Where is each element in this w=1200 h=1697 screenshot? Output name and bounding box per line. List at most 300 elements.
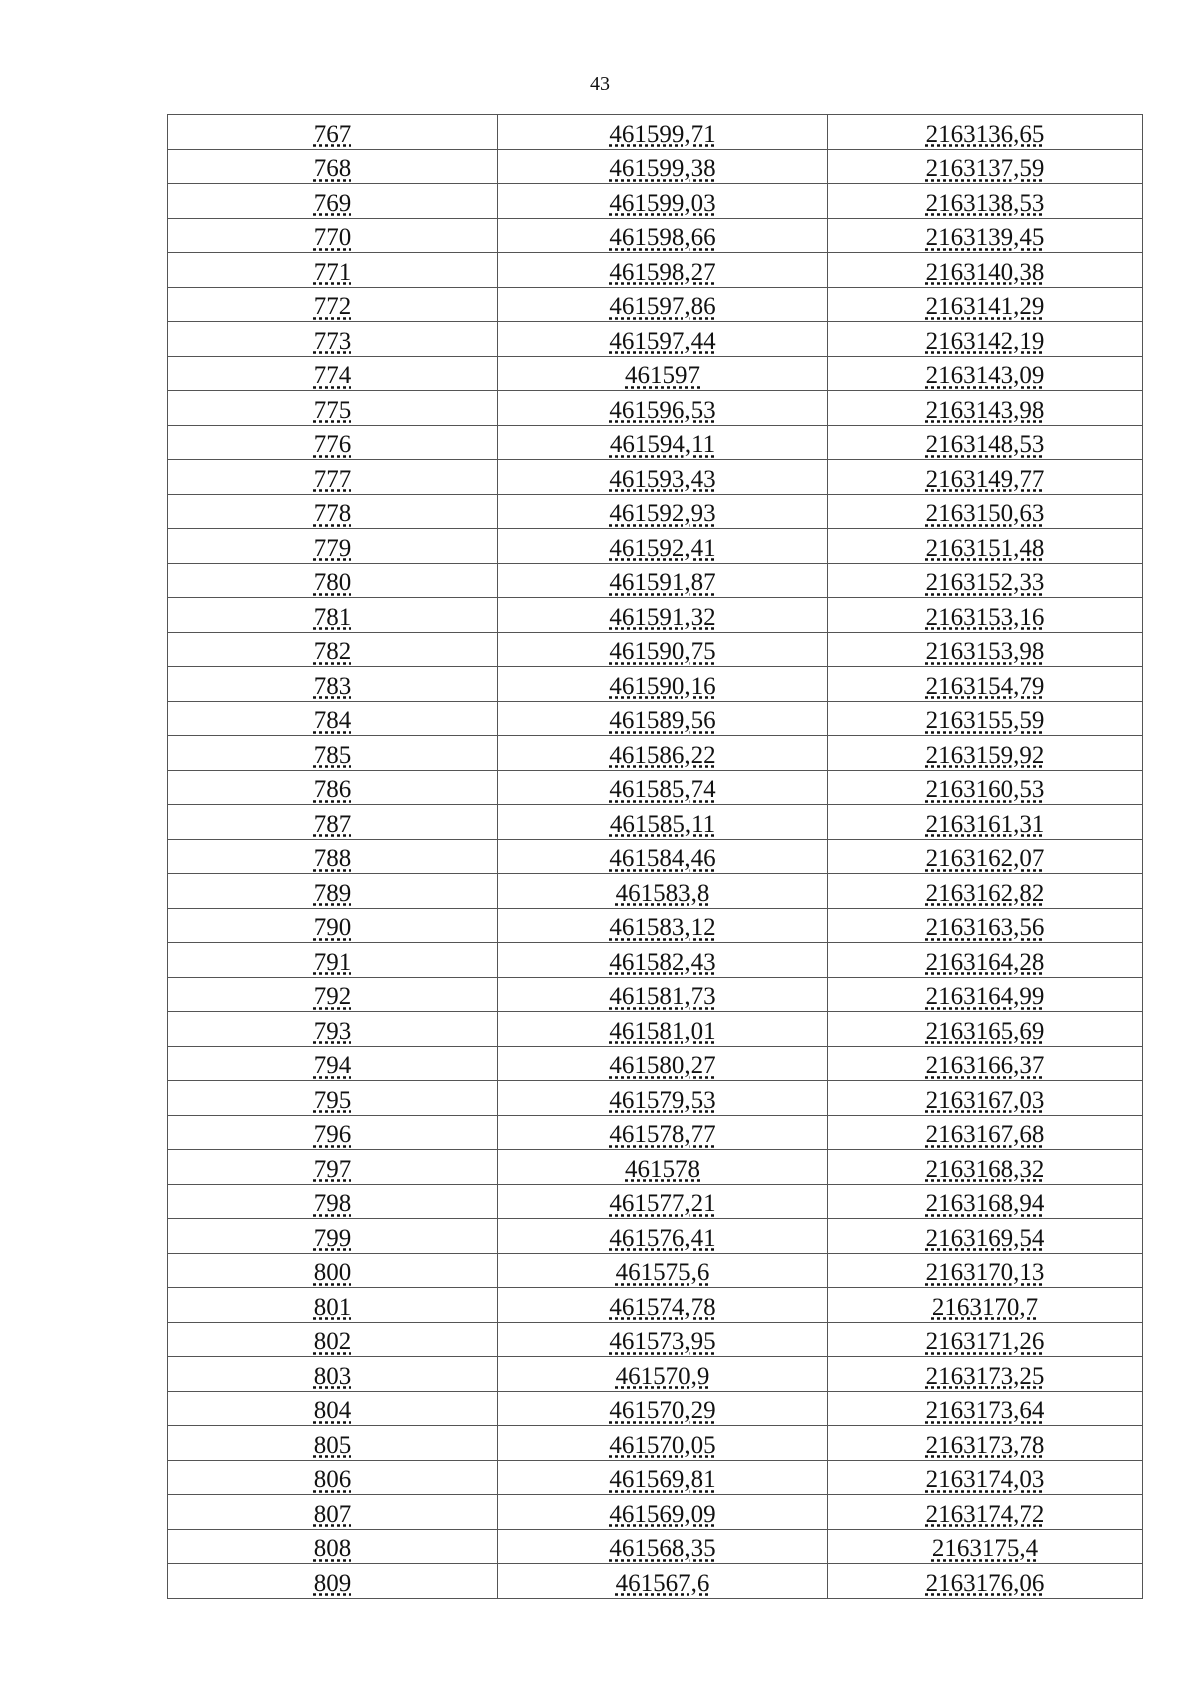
y-coordinate-cell: [828, 1219, 1143, 1254]
y-coordinate-cell: [828, 1357, 1143, 1392]
cell-value: 771: [313, 258, 352, 286]
y-coordinate-cell: [828, 253, 1143, 288]
cell-value: 2163139,45: [925, 224, 1045, 251]
cell-value: 461569,81: [609, 1466, 716, 1493]
x-coordinate-cell: [498, 1460, 828, 1495]
x-coordinate-cell: [498, 632, 828, 667]
x-coordinate-cell: [498, 874, 828, 909]
cell-value: 783: [313, 672, 352, 700]
x-coordinate-cell: [498, 253, 828, 288]
cell-value: 767: [313, 120, 352, 148]
cell-value: 805: [313, 1431, 352, 1459]
cell-value: 797: [313, 1155, 352, 1183]
cell-value: 2163171,26: [925, 1328, 1045, 1355]
table-row: [168, 1046, 1143, 1081]
cell-value: 793: [313, 1017, 352, 1045]
cell-value: 2163168,94: [925, 1190, 1045, 1217]
x-coordinate-cell: [498, 218, 828, 253]
x-coordinate-cell: [498, 1288, 828, 1323]
x-coordinate-cell: [498, 943, 828, 978]
cell-value: 461599,03: [609, 189, 716, 217]
cell-value: 768: [313, 155, 352, 182]
cell-value: 784: [313, 707, 352, 734]
cell-value: 2163137,59: [925, 155, 1045, 182]
cell-value: 2163167,68: [925, 1121, 1045, 1148]
x-coordinate-cell: [498, 1081, 828, 1116]
x-coordinate-cell: [498, 494, 828, 529]
point-number-cell: [168, 1564, 498, 1599]
x-coordinate-cell: [498, 322, 828, 357]
cell-value: 2163143,98: [925, 396, 1045, 424]
cell-value: 792: [313, 983, 352, 1010]
cell-value: 807: [313, 1500, 352, 1528]
x-coordinate-cell: [498, 1564, 828, 1599]
cell-value: 2163173,25: [925, 1362, 1045, 1390]
y-coordinate-cell: [828, 1322, 1143, 1357]
cell-value: 461569,09: [609, 1500, 716, 1528]
point-number-cell: [168, 149, 498, 184]
cell-value: 2163167,03: [925, 1086, 1045, 1114]
cell-value: 2163159,92: [925, 741, 1045, 769]
x-coordinate-cell: [498, 1012, 828, 1047]
cell-value: 2163143,09: [925, 362, 1045, 389]
cell-value: 461570,05: [609, 1431, 716, 1459]
y-coordinate-cell: [828, 1046, 1143, 1081]
cell-value: 461583,12: [609, 914, 716, 941]
x-coordinate-cell: [498, 287, 828, 322]
cell-value: 778: [313, 500, 352, 527]
x-coordinate-cell: [498, 1184, 828, 1219]
y-coordinate-cell: [828, 184, 1143, 219]
point-number-cell: [168, 1081, 498, 1116]
cell-value: 2163142,19: [925, 327, 1045, 355]
table-row: [168, 667, 1143, 702]
cell-value: 779: [313, 534, 352, 562]
cell-value: 461573,95: [609, 1328, 716, 1355]
cell-value: 808: [313, 1535, 352, 1562]
cell-value: 2163141,29: [925, 293, 1045, 320]
cell-value: 780: [313, 569, 352, 596]
table-row: [168, 632, 1143, 667]
table-body: [168, 115, 1143, 1599]
cell-value: 2163168,32: [925, 1155, 1045, 1183]
point-number-cell: [168, 908, 498, 943]
table-row: [168, 184, 1143, 219]
cell-value: 461591,32: [609, 603, 716, 631]
point-number-cell: [168, 632, 498, 667]
x-coordinate-cell: [498, 1115, 828, 1150]
y-coordinate-cell: [828, 356, 1143, 391]
cell-value: 461567,6: [615, 1569, 710, 1597]
cell-value: 782: [313, 638, 352, 665]
point-number-cell: [168, 425, 498, 460]
cell-value: 461577,21: [609, 1190, 716, 1217]
cell-value: 789: [313, 879, 352, 907]
cell-value: 461576,41: [609, 1224, 716, 1252]
table-row: [168, 494, 1143, 529]
table-row: [168, 874, 1143, 909]
point-number-cell: [168, 1253, 498, 1288]
y-coordinate-cell: [828, 1495, 1143, 1530]
cell-value: 809: [313, 1569, 352, 1597]
cell-value: 2163176,06: [925, 1569, 1045, 1597]
cell-value: 2163165,69: [925, 1017, 1045, 1045]
table-row: [168, 977, 1143, 1012]
x-coordinate-cell: [498, 667, 828, 702]
y-coordinate-cell: [828, 1184, 1143, 1219]
x-coordinate-cell: [498, 701, 828, 736]
cell-value: 2163162,07: [925, 845, 1045, 872]
y-coordinate-cell: [828, 1391, 1143, 1426]
cell-value: 461589,56: [609, 707, 716, 734]
cell-value: 461590,75: [609, 638, 716, 665]
cell-value: 461586,22: [609, 741, 716, 769]
cell-value: 798: [313, 1190, 352, 1217]
y-coordinate-cell: [828, 1150, 1143, 1185]
y-coordinate-cell: [828, 701, 1143, 736]
cell-value: 2163160,53: [925, 776, 1045, 803]
table-row: [168, 1288, 1143, 1323]
table-row: [168, 218, 1143, 253]
point-number-cell: [168, 460, 498, 495]
cell-value: 791: [313, 948, 352, 976]
x-coordinate-cell: [498, 1150, 828, 1185]
cell-value: 770: [313, 224, 352, 251]
point-number-cell: [168, 667, 498, 702]
cell-value: 461594,11: [609, 431, 716, 458]
y-coordinate-cell: [828, 1426, 1143, 1461]
table-row: [168, 701, 1143, 736]
cell-value: 461578,77: [609, 1121, 716, 1148]
y-coordinate-cell: [828, 149, 1143, 184]
point-number-cell: [168, 874, 498, 909]
point-number-cell: [168, 322, 498, 357]
table-row: [168, 1150, 1143, 1185]
cell-value: 461578: [625, 1155, 700, 1183]
cell-value: 461592,93: [609, 500, 716, 527]
cell-value: 2163153,16: [925, 603, 1045, 631]
point-number-cell: [168, 218, 498, 253]
cell-value: 461593,43: [609, 465, 716, 493]
cell-value: 802: [313, 1328, 352, 1355]
table-row: [168, 563, 1143, 598]
cell-value: 2163136,65: [925, 120, 1045, 148]
cell-value: 772: [313, 293, 352, 320]
x-coordinate-cell: [498, 425, 828, 460]
table-row: [168, 287, 1143, 322]
point-number-cell: [168, 1046, 498, 1081]
cell-value: 2163150,63: [925, 500, 1045, 527]
point-number-cell: [168, 1357, 498, 1392]
y-coordinate-cell: [828, 977, 1143, 1012]
y-coordinate-cell: [828, 943, 1143, 978]
table-row: [168, 1012, 1143, 1047]
table-row: [168, 1564, 1143, 1599]
point-number-cell: [168, 805, 498, 840]
cell-value: 461581,73: [609, 983, 716, 1010]
table-row: [168, 1529, 1143, 1564]
cell-value: 795: [313, 1086, 352, 1114]
point-number-cell: [168, 839, 498, 874]
table-row: [168, 1081, 1143, 1116]
cell-value: 461590,16: [609, 672, 716, 700]
x-coordinate-cell: [498, 908, 828, 943]
cell-value: 461599,71: [609, 120, 716, 148]
x-coordinate-cell: [498, 1357, 828, 1392]
cell-value: 461597: [625, 362, 700, 389]
cell-value: 2163155,59: [925, 707, 1045, 734]
x-coordinate-cell: [498, 805, 828, 840]
point-number-cell: [168, 494, 498, 529]
x-coordinate-cell: [498, 184, 828, 219]
table-row: [168, 391, 1143, 426]
cell-value: 461585,74: [609, 776, 716, 803]
x-coordinate-cell: [498, 1426, 828, 1461]
table-row: [168, 1219, 1143, 1254]
x-coordinate-cell: [498, 1253, 828, 1288]
cell-value: 787: [313, 810, 352, 838]
table-row: [168, 770, 1143, 805]
cell-value: 799: [313, 1224, 352, 1252]
table-row: [168, 805, 1143, 840]
cell-value: 788: [313, 845, 352, 872]
y-coordinate-cell: [828, 839, 1143, 874]
cell-value: 461596,53: [609, 396, 716, 424]
y-coordinate-cell: [828, 805, 1143, 840]
cell-value: 461597,86: [609, 293, 716, 320]
point-number-cell: [168, 563, 498, 598]
point-number-cell: [168, 701, 498, 736]
point-number-cell: [168, 598, 498, 633]
cell-value: 461570,29: [609, 1397, 716, 1424]
cell-value: 461581,01: [609, 1017, 716, 1045]
cell-value: 786: [313, 776, 352, 803]
page-number: 43: [590, 73, 610, 95]
coordinates-table: [167, 114, 1143, 1599]
table-row: [168, 839, 1143, 874]
point-number-cell: [168, 977, 498, 1012]
y-coordinate-cell: [828, 1012, 1143, 1047]
x-coordinate-cell: [498, 736, 828, 771]
point-number-cell: [168, 943, 498, 978]
y-coordinate-cell: [828, 1564, 1143, 1599]
y-coordinate-cell: [828, 1115, 1143, 1150]
y-coordinate-cell: [828, 529, 1143, 564]
y-coordinate-cell: [828, 391, 1143, 426]
y-coordinate-cell: [828, 1460, 1143, 1495]
point-number-cell: [168, 287, 498, 322]
table-row: [168, 115, 1143, 150]
cell-value: 775: [313, 396, 352, 424]
cell-value: 2163170,13: [925, 1259, 1045, 1286]
table-row: [168, 908, 1143, 943]
point-number-cell: [168, 1322, 498, 1357]
x-coordinate-cell: [498, 1219, 828, 1254]
table-row: [168, 1426, 1143, 1461]
table-row: [168, 149, 1143, 184]
cell-value: 461599,38: [609, 155, 716, 182]
table-row: [168, 253, 1143, 288]
x-coordinate-cell: [498, 1495, 828, 1530]
cell-value: 461591,87: [609, 569, 716, 596]
x-coordinate-cell: [498, 1046, 828, 1081]
cell-value: 2163164,99: [925, 983, 1045, 1010]
y-coordinate-cell: [828, 563, 1143, 598]
cell-value: 2163148,53: [925, 431, 1045, 458]
y-coordinate-cell: [828, 425, 1143, 460]
y-coordinate-cell: [828, 667, 1143, 702]
table-row: [168, 736, 1143, 771]
table-row: [168, 943, 1143, 978]
point-number-cell: [168, 529, 498, 564]
cell-value: 2163152,33: [925, 569, 1045, 596]
cell-value: 461579,53: [609, 1086, 716, 1114]
cell-value: 2163170,7: [931, 1293, 1039, 1321]
cell-value: 796: [313, 1121, 352, 1148]
point-number-cell: [168, 184, 498, 219]
cell-value: 2163173,64: [925, 1397, 1045, 1424]
x-coordinate-cell: [498, 1529, 828, 1564]
cell-value: 2163151,48: [925, 534, 1045, 562]
cell-value: 2163166,37: [925, 1052, 1045, 1079]
cell-value: 769: [313, 189, 352, 217]
cell-value: 2163140,38: [925, 258, 1045, 286]
cell-value: 461575,6: [615, 1259, 710, 1286]
point-number-cell: [168, 1288, 498, 1323]
y-coordinate-cell: [828, 874, 1143, 909]
table-row: [168, 1184, 1143, 1219]
x-coordinate-cell: [498, 839, 828, 874]
y-coordinate-cell: [828, 287, 1143, 322]
cell-value: 2163174,72: [925, 1500, 1045, 1528]
cell-value: 2163174,03: [925, 1466, 1045, 1493]
cell-value: 801: [313, 1293, 352, 1321]
cell-value: 461597,44: [609, 327, 716, 355]
y-coordinate-cell: [828, 1253, 1143, 1288]
cell-value: 774: [313, 362, 352, 389]
y-coordinate-cell: [828, 494, 1143, 529]
y-coordinate-cell: [828, 598, 1143, 633]
table-row: [168, 425, 1143, 460]
cell-value: 461574,78: [609, 1293, 716, 1321]
cell-value: 781: [313, 603, 352, 631]
point-number-cell: [168, 1391, 498, 1426]
cell-value: 2163173,78: [925, 1431, 1045, 1459]
y-coordinate-cell: [828, 770, 1143, 805]
y-coordinate-cell: [828, 322, 1143, 357]
y-coordinate-cell: [828, 218, 1143, 253]
point-number-cell: [168, 115, 498, 150]
x-coordinate-cell: [498, 563, 828, 598]
y-coordinate-cell: [828, 115, 1143, 150]
point-number-cell: [168, 1184, 498, 1219]
point-number-cell: [168, 1460, 498, 1495]
x-coordinate-cell: [498, 977, 828, 1012]
point-number-cell: [168, 736, 498, 771]
cell-value: 461592,41: [609, 534, 716, 562]
cell-value: 461570,9: [615, 1362, 710, 1390]
x-coordinate-cell: [498, 391, 828, 426]
cell-value: 2163154,79: [925, 672, 1045, 700]
cell-value: 461583,8: [615, 879, 710, 907]
table-row: [168, 1460, 1143, 1495]
cell-value: 800: [313, 1259, 352, 1286]
point-number-cell: [168, 1115, 498, 1150]
cell-value: 2163163,56: [925, 914, 1045, 941]
x-coordinate-cell: [498, 1391, 828, 1426]
cell-value: 777: [313, 465, 352, 493]
x-coordinate-cell: [498, 460, 828, 495]
cell-value: 461580,27: [609, 1052, 716, 1079]
cell-value: 2163161,31: [925, 810, 1045, 838]
cell-value: 461585,11: [609, 810, 716, 838]
y-coordinate-cell: [828, 736, 1143, 771]
cell-value: 461568,35: [609, 1535, 716, 1562]
table-row: [168, 1391, 1143, 1426]
cell-value: 806: [313, 1466, 352, 1493]
cell-value: 785: [313, 741, 352, 769]
table-row: [168, 529, 1143, 564]
table-row: [168, 1253, 1143, 1288]
y-coordinate-cell: [828, 908, 1143, 943]
point-number-cell: [168, 253, 498, 288]
cell-value: 2163138,53: [925, 189, 1045, 217]
x-coordinate-cell: [498, 115, 828, 150]
cell-value: 2163153,98: [925, 638, 1045, 665]
table-row: [168, 356, 1143, 391]
table-row: [168, 1495, 1143, 1530]
cell-value: 461582,43: [609, 948, 716, 976]
y-coordinate-cell: [828, 1529, 1143, 1564]
table-row: [168, 1357, 1143, 1392]
table-row: [168, 1115, 1143, 1150]
point-number-cell: [168, 770, 498, 805]
y-coordinate-cell: [828, 460, 1143, 495]
cell-value: 2163169,54: [925, 1224, 1045, 1252]
point-number-cell: [168, 1426, 498, 1461]
table-row: [168, 322, 1143, 357]
table-row: [168, 1322, 1143, 1357]
cell-value: 461598,27: [609, 258, 716, 286]
point-number-cell: [168, 1219, 498, 1254]
cell-value: 776: [313, 431, 352, 458]
cell-value: 2163162,82: [925, 879, 1045, 907]
y-coordinate-cell: [828, 1081, 1143, 1116]
point-number-cell: [168, 1529, 498, 1564]
cell-value: 794: [313, 1052, 352, 1079]
table-row: [168, 598, 1143, 633]
table-row: [168, 460, 1143, 495]
cell-value: 2163175,4: [931, 1535, 1039, 1562]
point-number-cell: [168, 1012, 498, 1047]
cell-value: 773: [313, 327, 352, 355]
x-coordinate-cell: [498, 598, 828, 633]
cell-value: 790: [313, 914, 352, 941]
cell-value: 803: [313, 1362, 352, 1390]
x-coordinate-cell: [498, 356, 828, 391]
cell-value: 461598,66: [609, 224, 716, 251]
x-coordinate-cell: [498, 529, 828, 564]
cell-value: 2163164,28: [925, 948, 1045, 976]
point-number-cell: [168, 391, 498, 426]
cell-value: 804: [313, 1397, 352, 1424]
x-coordinate-cell: [498, 149, 828, 184]
cell-value: 461584,46: [609, 845, 716, 872]
x-coordinate-cell: [498, 770, 828, 805]
x-coordinate-cell: [498, 1322, 828, 1357]
point-number-cell: [168, 1495, 498, 1530]
point-number-cell: [168, 1150, 498, 1185]
